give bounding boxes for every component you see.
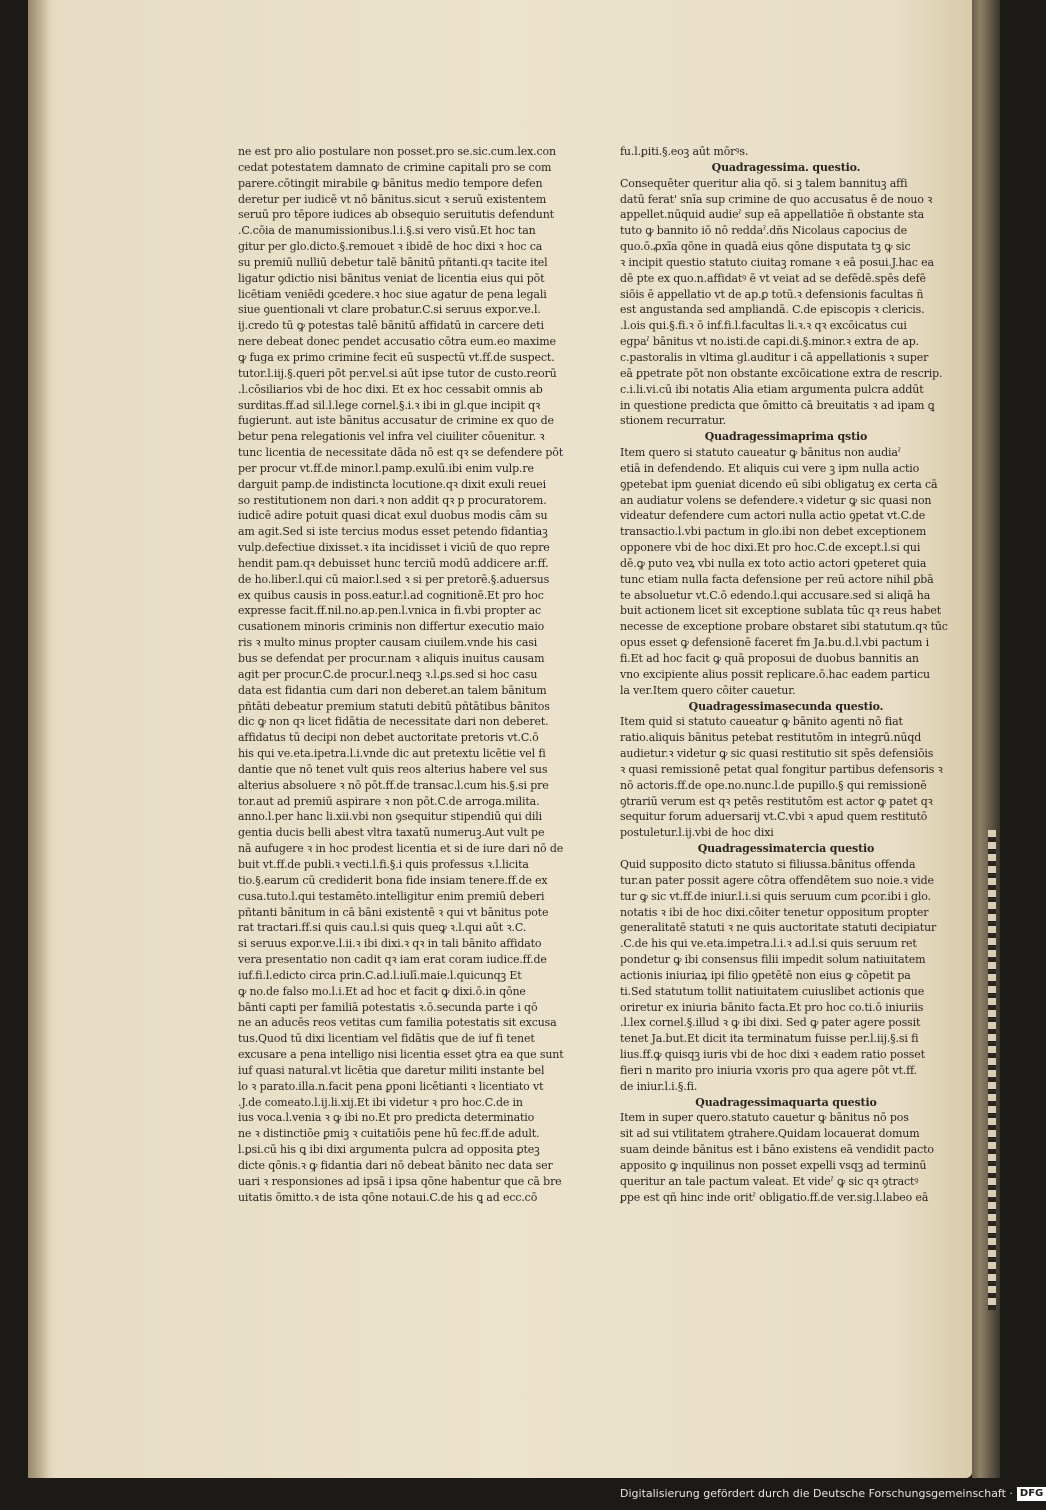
text-line: Quid supposito dicto statuto si filiussa.bānitus offenda bbox=[620, 857, 916, 871]
text-line: dic ꝙ non qꝛ licet fidātia de necessitate dari non deberet. bbox=[238, 715, 549, 729]
text-line: egpaˀ bānitus vt no.isti.de capi.di.§.minor.ꝛ extra de ap. bbox=[620, 335, 919, 349]
section-heading: Quadragessimatercia questio bbox=[697, 842, 875, 856]
text-line: datū ferat' snīa sup crimine de quo accusatus ē de nouo ꝛ bbox=[620, 192, 933, 206]
text-line: pondetur ꝙ ibi consensus filii impedit solum natiuitatem bbox=[620, 953, 926, 967]
text-line: suam deinde bānitus est i bāno existens eā vendidit pacto bbox=[620, 1143, 934, 1157]
text-line: deretur per iudicē vt nō bānitus.sicut ꝛ seruū existentem bbox=[238, 192, 547, 206]
text-line: gitur per glo.dicto.§.remouet ꝛ ibidē de hoc dixi ꝛ hoc ca bbox=[238, 240, 543, 254]
text-line: nō actoris.ff.de ope.no.nunc.l.de pupillo.§ qui remissionē bbox=[620, 778, 927, 792]
digitization-credit bbox=[620, 1484, 1044, 1504]
text-line: tio.§.earum cū crediderit bona fide insiam tenere.ff.de ex bbox=[238, 873, 548, 887]
text-line: ligatur ꝯdictio nisi bānitus veniat de licentia eius qui pōt bbox=[238, 271, 545, 285]
text-line: ius voca.l.venia ꝛ ꝙ ibi no.Et pro predicta determinatio bbox=[238, 1111, 535, 1125]
text-line: siue ꝯuentionali vt clare probatur.C.si seruus expor.ve.l. bbox=[238, 303, 541, 317]
text-line: dicte qōnis.ꝛ ꝙ fidantia dari nō debeat bānito nec data ser bbox=[238, 1159, 553, 1172]
text-line: iuf quasi natural.vt licētia que daretur militi instante bel bbox=[238, 1063, 545, 1077]
text-line: dē pte ex quo.n.affidatꝰ ē vt veiat ad se defēdē.spēs defē bbox=[620, 271, 926, 285]
text-line: fi.Et ad hoc facit ꝙ quā proposui de duobus bannitis an bbox=[620, 652, 919, 665]
text-line: ne est pro alio postulare non posset.pro se.sic.cum.lex.con bbox=[238, 145, 556, 158]
text-line: fieri n marito pro iniuria vxoris pro qua agere pōt vt.ff. bbox=[620, 1063, 917, 1077]
text-line: Item in super quero.statuto cauetur ꝙ bānitus nō pos bbox=[620, 1111, 909, 1125]
text-line: per procur vt.ff.de minor.l.pamp.exulū.ibi enim vulp.re bbox=[238, 461, 534, 475]
text-line: ꝯpetebat ipm ꝯueniat dicendo eū sibi obligatuꝫ ex certa cā bbox=[620, 477, 938, 491]
right-text-column bbox=[620, 144, 952, 1206]
text-line: ne ꝛ distinctiōe ꝑmiꝫ ꝛ cuitatiōis pene hū fec.ff.de adult. bbox=[238, 1127, 540, 1141]
text-line: .J.de comeato.l.ij.li.xij.Et ibi videtur ꝛ pro hoc.C.de in bbox=[238, 1095, 523, 1109]
section-heading: Quadragessima. questio. bbox=[711, 160, 861, 174]
text-line: buit vt.ff.de publi.ꝛ vecti.l.fi.§.i quis professus ꝛ.l.licita bbox=[238, 857, 529, 871]
text-line: sequitur forum aduersarij vt.C.vbi ꝛ apud quem restitutō bbox=[620, 810, 928, 824]
text-line: tuto ꝙ bannito iō nō reddaˀ.dñs Nicolaus capocius de bbox=[620, 224, 907, 238]
text-line: ris ꝛ multo minus propter causam ciuilem.vnde his casi bbox=[238, 636, 538, 650]
text-line: lo ꝛ parato.illa.n.facit pena ꝑponi licētianti ꝛ licentiato vt bbox=[238, 1079, 544, 1093]
text-line: surditas.ff.ad sil.l.lege cornel.§.i.ꝛ ibi in gl.que incipit qꝛ bbox=[238, 398, 541, 412]
text-line: ij.credo tū ꝙ potestas talē bānitū affidatū in carcere deti bbox=[238, 319, 544, 333]
text-line: cusa.tuto.l.qui testamēto.intelligitur enim premiū deberi bbox=[238, 889, 545, 903]
text-line: stionem recurratur. bbox=[620, 414, 727, 428]
text-line: c.pastoralis in vltima gl.auditur i cā appellationis ꝛ super bbox=[620, 350, 929, 364]
text-line: .C.cōia de manumissionibus.l.i.§.si vero visū.Et hoc tan bbox=[238, 224, 536, 238]
text-line: videatur defendere cum actori nulla actio ꝯpetat vt.C.de bbox=[620, 509, 926, 523]
text-line: si seruus expor.ve.l.ii.ꝛ ibi dixi.ꝛ qꝛ in tali bānito affidato bbox=[238, 937, 542, 951]
text-line: vulp.defectiue dixisset.ꝛ ita incidisset i viciū de quo repre bbox=[238, 541, 550, 555]
text-line: bānti capti per familiā potestatis ꝛ.ō.secunda parte i qō bbox=[238, 1000, 538, 1014]
text-line: appellet.nūquid audieˀ sup eā appellatiōe ñ obstante sta bbox=[620, 208, 925, 222]
text-line: gentia ducis belli abest vltra taxatū numeruꝫ.Aut vult pe bbox=[238, 826, 545, 840]
left-text-column bbox=[238, 144, 568, 1206]
section-heading: Quadragessimasecunda questio. bbox=[688, 699, 884, 713]
text-line: ꝑpe est qñ hinc inde oritˀ obligatio.ff.de ver.sig.l.labeo eā bbox=[620, 1190, 929, 1204]
text-line: lius.ff.ꝙ quisqꝫ iuris vbi de hoc dixi ꝛ eadem ratio posset bbox=[620, 1048, 925, 1062]
text-line: .l.ois qui.§.fi.ꝛ ō inf.fi.l.facultas li.ꝛ.ꝛ qꝛ excōicatus cui bbox=[620, 319, 907, 333]
section-heading: Quadragessimaprima qstio bbox=[704, 430, 868, 444]
text-line: alterius absoluere ꝛ nō pōt.ff.de transac.l.cum his.§.si pre bbox=[238, 778, 549, 792]
text-line: tor.aut ad premiū aspirare ꝛ non pōt.C.de arroga.milita. bbox=[238, 794, 540, 808]
text-line: hendit pam.qꝛ debuisset hunc terciū modū addicere ar.ff. bbox=[238, 556, 549, 570]
text-line: .l.lex cornel.§.illud ꝛ ꝙ ibi dixi. Sed ꝙ pater agere possit bbox=[620, 1016, 921, 1030]
text-line: data est fidantia cum dari non deberet.an talem bānitum bbox=[238, 683, 547, 697]
book-page bbox=[28, 0, 972, 1478]
text-line: ti.Sed statutum tollit natiuitatem cuiuslibet actionis que bbox=[620, 984, 925, 998]
text-line: tutor.l.iij.§.queri pōt per.vel.si aūt ipse tutor de custo.reorū bbox=[238, 366, 557, 380]
text-line: uitatis ōmitto.ꝛ de ista qōne notaui.C.de his ꝗ ad ecc.cō bbox=[238, 1190, 538, 1204]
text-line: anno.l.per hanc li.xii.vbi non ꝯsequitur stipendiū qui dili bbox=[238, 810, 542, 824]
text-line: darguit pamp.de indistincta locutione.qꝛ dixit exuli reuei bbox=[238, 477, 547, 491]
text-line: ne an aducēs reos vetitas cum familia potestatis sit excusa bbox=[238, 1016, 557, 1030]
text-line: dē.ꝙ puto veꝝ vbi nulla ex toto actio actori ꝯpeteret quia bbox=[620, 556, 927, 570]
text-line: tunc licentia de necessitate dāda nō est qꝛ se defendere pōt bbox=[238, 446, 564, 460]
text-line: ꝛ quasi remissionē petat qual fongitur partibus defensoris ꝛ bbox=[620, 762, 943, 776]
text-line: c.i.li.vi.cū ibi notatis Alia etiam argumenta pulcra addūt bbox=[620, 382, 924, 396]
text-line: de iniur.l.i.§.fi. bbox=[620, 1079, 698, 1093]
text-line: opponere vbi de hoc dixi.Et pro hoc.C.de except.l.si qui bbox=[620, 541, 921, 555]
text-line: vera presentatio non cadit qꝛ iam erat coram iudice.ff.de bbox=[238, 953, 547, 967]
text-line: audietur.ꝛ videtur ꝙ sic quasi restitutio sit spēs defensiōis bbox=[620, 747, 934, 761]
text-line: in questione predicta que ōmitto cā breuitatis ꝛ ad ipam ꝗ bbox=[620, 398, 935, 412]
text-line: expresse facit.ff.nil.no.ap.pen.l.vnica in fi.vbi propter ac bbox=[238, 604, 542, 618]
text-line: sit ad sui vtilitatem ꝯtrahere.Quidam locauerat domum bbox=[620, 1127, 920, 1141]
text-line: ꝯtrariū verum est qꝛ petēs restitutōm est actor ꝙ patet qꝛ bbox=[620, 794, 933, 808]
text-line: his qui ve.eta.ipetra.l.i.vnde dic aut pretextu licētie vel fi bbox=[238, 747, 546, 761]
text-line: agit per procur.C.de procur.l.neqꝫ ꝛ.l.ꝑs.sed si hoc casu bbox=[238, 667, 538, 681]
text-line: ꝙ no.de falso mo.l.i.Et ad hoc et facit ꝙ dixi.ō.in qōne bbox=[238, 984, 526, 998]
gutter-shadow bbox=[28, 0, 50, 1478]
text-line: l.ꝑsi.cū his ꝗ ibi dixi argumenta pulcra ad opposita ꝑteꝫ bbox=[238, 1143, 540, 1157]
text-line: actionis iniuriaꝝ ipi filio ꝯpetētē non eius ꝙ cōpetit pa bbox=[620, 968, 911, 982]
text-line: te absoluetur vt.C.ō edendo.l.qui accusare.sed si aliqā ha bbox=[620, 588, 931, 602]
text-line: su premiū nulliū debetur talē bānitū pñtanti.qꝛ tacite itel bbox=[238, 255, 548, 269]
text-line: parere.cōtingit mirabile ꝙ bānitus medio tempore defen bbox=[238, 176, 543, 190]
credit-text: Digitalisierung gefördert durch die Deutsche Forschungsgemeinschaft · bbox=[620, 1487, 1013, 1500]
page-edge-ticks bbox=[988, 830, 996, 1310]
text-line: dantie que nō tenet vult quis reos alterius habere vel sus bbox=[238, 762, 548, 776]
text-line: Consequēter queritur alia qō. si ꝫ talem bannituꝫ affi bbox=[620, 176, 908, 190]
text-line: nere debeat donec pendet accusatio cōtra eum.eo maxime bbox=[238, 335, 556, 349]
text-line: apposito ꝙ inquilinus non posset expelli vsqꝫ ad terminū bbox=[620, 1159, 927, 1172]
text-line: pñtāti debeatur premium statuti debitū pñtātibus bānitos bbox=[238, 699, 550, 713]
text-line: .l.cōsiliarios vbi de hoc dixi. Et ex hoc cessabit omnis ab bbox=[238, 382, 543, 396]
text-line: so restitutionem non dari.ꝛ non addit qꝛ p procuratorem. bbox=[238, 493, 547, 507]
text-line: ꝛ incipit questio statuto ciuitaꝫ romane ꝛ eā posui.J.hac ea bbox=[620, 255, 934, 269]
text-line: seruū pro tēpore iudices ab obsequio seruitutis defendunt bbox=[238, 208, 554, 222]
text-line: notatis ꝛ ibi de hoc dixi.cōiter tenetur oppositum propter bbox=[620, 905, 929, 919]
text-line: la ver.Item quero cōiter cauetur. bbox=[620, 683, 796, 697]
text-line: cusationem minoris criminis non differtur executio maio bbox=[238, 620, 545, 634]
text-line: nā aufugere ꝛ in hoc prodest licentia et si de iure dari nō de bbox=[238, 842, 564, 856]
text-line: excusare a pena intelligo nisi licentia esset ꝯtra ea que sunt bbox=[238, 1048, 564, 1062]
text-line: am agit.Sed si iste tercius modus esset petendo fidantiaꝫ bbox=[238, 525, 548, 539]
text-line: transactio.l.vbi pactum in glo.ibi non debet exceptionem bbox=[620, 525, 927, 539]
text-line: .C.de his qui ve.eta.impetra.l.i.ꝛ ad.l.si quis seruum ret bbox=[620, 937, 917, 951]
text-line: iudicē adire potuit quasi dicat exul duobus modis cām su bbox=[238, 509, 548, 523]
text-line: bus se defendat per procur.nam ꝛ aliquis inuitus causam bbox=[238, 652, 545, 665]
text-line: Item quero si statuto caueatur ꝙ bānitus non audiaˀ bbox=[620, 446, 901, 460]
text-line: postuletur.l.ij.vbi de hoc dixi bbox=[620, 826, 774, 840]
text-line: generalitatē statuti ꝛ ne quis auctoritate statuti decipiatur bbox=[620, 921, 937, 935]
text-line: tus.Quod tū dixi licentiam vel fidātis que de iuf fi tenet bbox=[238, 1032, 535, 1046]
text-line: opus esset ꝙ defensionē faceret fm Ja.bu.d.l.vbi pactum i bbox=[620, 636, 930, 650]
text-line: de ho.liber.l.qui cū maior.l.sed ꝛ si per pretorē.§.aduersus bbox=[238, 572, 550, 586]
text-line: fugierunt. aut iste bānitus accusatur de crimine ex quo de bbox=[238, 414, 554, 428]
text-line: an audiatur volens se defendere.ꝛ videtur ꝙ sic quasi non bbox=[620, 493, 932, 507]
text-line: buit actionem licet sit exceptione sublata tūc qꝛ reus habet bbox=[620, 604, 941, 618]
text-line: tenet Ja.but.Et dicit ita terminatum fuisse per.l.iij.§.si fi bbox=[620, 1032, 919, 1046]
text-line: ratio.aliquis bānitus petebat restitutōm in integrū.nūqd bbox=[620, 731, 922, 745]
text-line: cedat potestatem damnato de crimine capitali pro se com bbox=[238, 160, 552, 174]
dfg-logo: DFG bbox=[1017, 1487, 1046, 1501]
text-line: pñtanti bānitum in cā bāni existentē ꝛ qui vt bānitus pote bbox=[238, 905, 549, 919]
text-line: fu.l.ꝑiti.§.eoꝫ aūt mōrꝰs. bbox=[620, 145, 749, 158]
text-line: tur ꝙ sic vt.ff.de iniur.l.i.si quis seruum cum ꝑcor.ibi i glo. bbox=[620, 889, 931, 903]
text-line: est angustanda sed ampliandā. C.de episcopis ꝛ clericis. bbox=[620, 303, 925, 317]
text-line: rat tractari.ff.si quis cau.l.si quis queꝙ ꝛ.l.qui aūt ꝛ.C. bbox=[238, 921, 527, 935]
text-line: tur.an pater possit agere cōtra offendētem suo noie.ꝛ vide bbox=[620, 873, 934, 887]
text-line: uari ꝛ responsiones ad ipsā i ipsa qōne habentur que cā bre bbox=[238, 1174, 562, 1188]
text-line: eā ꝑpetrate pōt non obstante excōicatione extra de rescrip. bbox=[620, 366, 943, 380]
text-line: etiā in defendendo. Et aliquis cui vere ꝫ ipm nulla actio bbox=[620, 461, 920, 475]
text-line: iuf.fi.l.edicto circa prin.C.ad.l.iulī.maie.l.quicunqꝫ Et bbox=[238, 968, 522, 982]
text-line: tunc etiam nulla facta defensione per reū actore nihil ꝑbā bbox=[620, 572, 934, 586]
text-line: licētiam veniēdi ꝯcedere.ꝛ hoc siue agatur de pena legali bbox=[238, 287, 547, 301]
text-line: Item quid si statuto caueatur ꝙ bānito agenti nō fiat bbox=[620, 715, 903, 729]
text-line: necesse de exceptione probare obstaret sibi statutum.qꝛ tūc bbox=[620, 620, 948, 634]
section-heading: Quadragessimaquarta questio bbox=[695, 1095, 877, 1109]
text-line: affidatus tū decipi non debet auctoritate pretoris vt.C.ō bbox=[238, 731, 539, 745]
text-line: oriretur ex iniuria bānito facta.Et pro hoc co.ti.ō iniuriis bbox=[620, 1000, 924, 1014]
text-line: vno excipiente alius possit replicare.ō.hac eadem particu bbox=[620, 667, 930, 681]
text-line: quo.ō.ꝓxīa qōne in quadā eius qōne disputata tꝫ ꝙ sic bbox=[620, 240, 911, 254]
text-line: siōis ē appellatio vt de ap.ꝑ totū.ꝛ defensionis facultas ñ bbox=[620, 287, 924, 301]
text-line: ex quibus causis in poss.eatur.l.ad cognitionē.Et pro hoc bbox=[238, 588, 544, 602]
text-line: betur pena relegationis vel infra vel ciuiliter cōuenitur. ꝛ bbox=[238, 430, 545, 444]
text-line: queritur an tale pactum valeat. Et videˀ ꝙ sic qꝛ ꝯtractꝰ bbox=[620, 1174, 919, 1188]
text-line: ꝙ fuga ex primo crimine fecit eū suspectū vt.ff.de suspect. bbox=[238, 350, 555, 364]
